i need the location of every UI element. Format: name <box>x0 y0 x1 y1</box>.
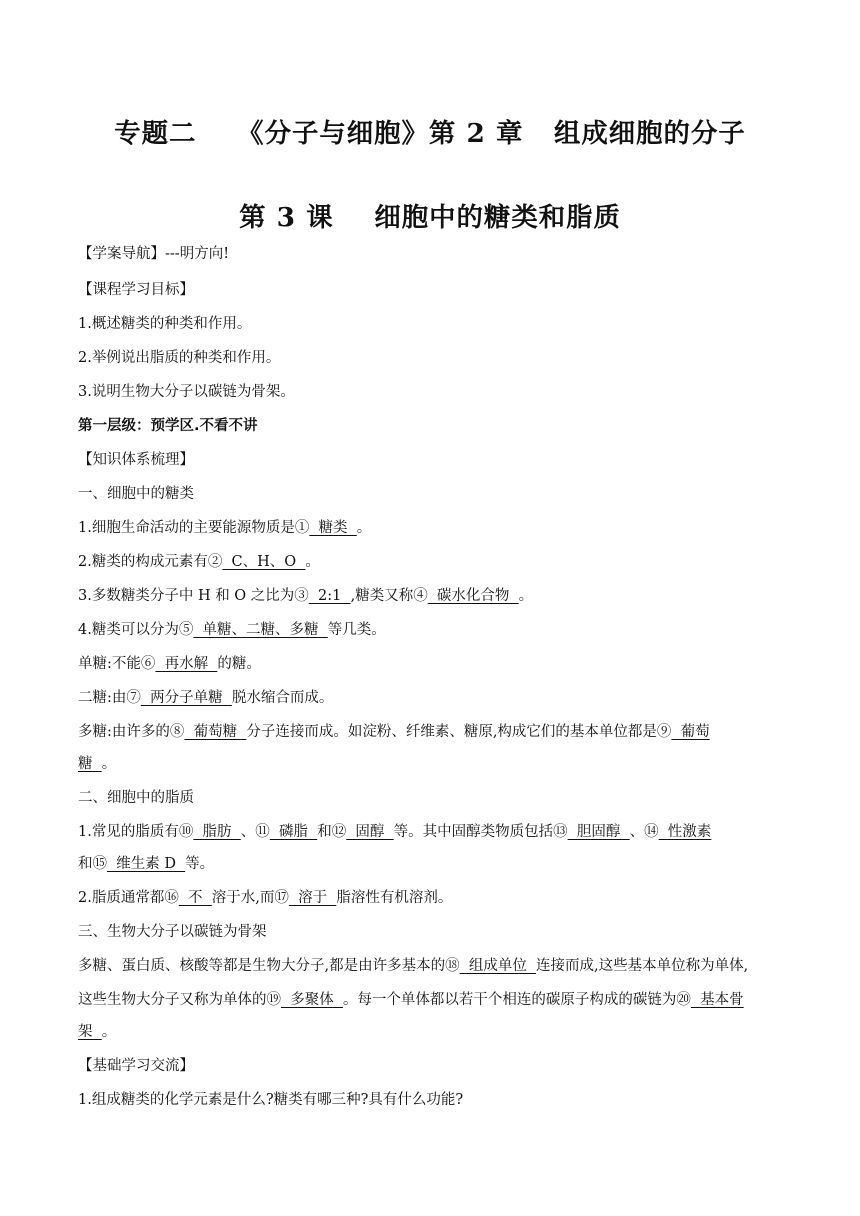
text: 。 <box>356 520 372 536</box>
text: 和⑫ <box>317 824 347 840</box>
text: 二糖:由⑦ <box>78 690 141 706</box>
answer-blank: 组成单位 <box>459 958 537 974</box>
paragraph-line <box>78 888 452 908</box>
text: 2.糖类的构成元素有② <box>78 554 223 570</box>
text: 等。 <box>185 856 215 872</box>
section-heading: 三、生物大分子以碳链为骨架 <box>78 924 267 940</box>
goal-item: 2.举例说出脂质的种类和作用。 <box>78 350 281 366</box>
answer-blank: 维生素 D <box>107 856 186 872</box>
answer-blank: 多聚体 <box>281 992 343 1008</box>
nav-heading: 【学案导航】---明方向! <box>78 246 230 262</box>
answer-blank: 葡萄糖 <box>184 724 247 740</box>
goal-item: 1.概述糖类的种类和作用。 <box>78 316 252 332</box>
answer-blank: 糖 <box>78 756 102 772</box>
question-item: 1.组成糖类的化学元素是什么?糖类有哪三种?具有什么功能? <box>78 1092 464 1108</box>
text: 。 <box>305 554 320 570</box>
answer-blank: 磷脂 <box>269 824 318 840</box>
text: 3.多数糖类分子中 H 和 O 之比为③ <box>78 588 309 604</box>
paragraph-line <box>78 688 333 708</box>
paragraph-line <box>78 654 261 674</box>
answer-blank: 葡萄 <box>671 724 710 740</box>
paragraph-line <box>78 990 744 1010</box>
paragraph-line <box>78 722 710 742</box>
text: 和⑮ <box>78 856 107 872</box>
paragraph-line <box>78 586 533 606</box>
text: 脂溶性有机溶剂。 <box>336 890 453 906</box>
answer-blank: C、H、O <box>222 554 306 570</box>
paragraph-line <box>78 754 116 774</box>
answer-blank: 糖类 <box>309 520 357 536</box>
text: 等。其中固醇类物质包括⑬ <box>393 824 568 840</box>
text: 。 <box>101 756 117 772</box>
text: 溶于水,而⑰ <box>211 890 289 906</box>
text: 1.细胞生命活动的主要能源物质是① <box>78 520 310 536</box>
text: 1.常见的脂质有⑩ <box>78 824 194 840</box>
level-heading: 第一层级：预学区.不看不讲 <box>78 418 258 434</box>
answer-blank: 溶于 <box>288 890 337 906</box>
answer-blank: 两分子单糖 <box>140 690 232 706</box>
answer-blank: 单糖、二糖、多糖 <box>193 622 328 638</box>
answer-blank: 不 <box>178 890 212 906</box>
paragraph-line <box>78 518 371 538</box>
answer-blank: 固醇 <box>346 824 394 840</box>
text: 4.糖类可以分为⑤ <box>78 622 194 638</box>
text: 2.脂质通常都⑯ <box>78 890 179 906</box>
text: 、⑪ <box>240 824 270 840</box>
answer-blank: 2:1 <box>308 588 351 604</box>
goal-item: 3.说明生物大分子以碳链为骨架。 <box>78 384 295 400</box>
paragraph-line <box>78 956 748 976</box>
paragraph-line <box>78 552 320 572</box>
text: 多糖、蛋白质、核酸等都是生物大分子,都是由许多基本的⑱ <box>78 958 460 974</box>
text: 脱水缩合而成。 <box>231 690 334 706</box>
lesson-title: 第 3 课 细胞中的糖类和脂质 <box>239 202 621 233</box>
topic-title: 专题二 《分子与细胞》第 2 章 组成细胞的分子 <box>114 118 746 149</box>
paragraph-line <box>78 620 386 640</box>
text: 单糖:不能⑥ <box>78 656 156 672</box>
exchange-heading: 【基础学习交流】 <box>78 1058 194 1074</box>
text: 、⑭ <box>629 824 659 840</box>
text: 多糖:由许多的⑧ <box>78 724 185 740</box>
text: 分子连接而成。如淀粉、纤维素、糖原,构成它们的基本单位都是⑨ <box>246 724 672 740</box>
paragraph-line <box>78 854 214 874</box>
answer-blank: 架 <box>78 1024 102 1040</box>
text: 等几类。 <box>327 622 386 638</box>
text: 。 <box>518 588 534 604</box>
answer-blank: 胆固醇 <box>567 824 630 840</box>
text: ,糖类又称④ <box>350 588 428 604</box>
text: 。每一个单体都以若干个相连的碳原子构成的碳链为⑳ <box>342 992 691 1008</box>
section-heading: 二、细胞中的脂质 <box>78 790 194 806</box>
answer-blank: 再水解 <box>155 656 218 672</box>
answer-blank: 碳水化合物 <box>427 588 519 604</box>
text: 的糖。 <box>217 656 261 672</box>
text: 连接而成,这些基本单位称为单体, <box>536 958 749 974</box>
text: 这些生物大分子又称为单体的⑲ <box>78 992 281 1008</box>
answer-blank: 脂肪 <box>193 824 241 840</box>
goals-heading: 【课程学习目标】 <box>78 282 194 298</box>
section-heading: 一、细胞中的糖类 <box>78 486 194 502</box>
system-heading: 【知识体系梳理】 <box>78 452 194 468</box>
paragraph-line <box>78 1022 116 1042</box>
text: 。 <box>101 1024 117 1040</box>
answer-blank: 性激素 <box>658 824 712 840</box>
paragraph-line <box>78 822 711 842</box>
answer-blank: 基本骨 <box>690 992 744 1008</box>
